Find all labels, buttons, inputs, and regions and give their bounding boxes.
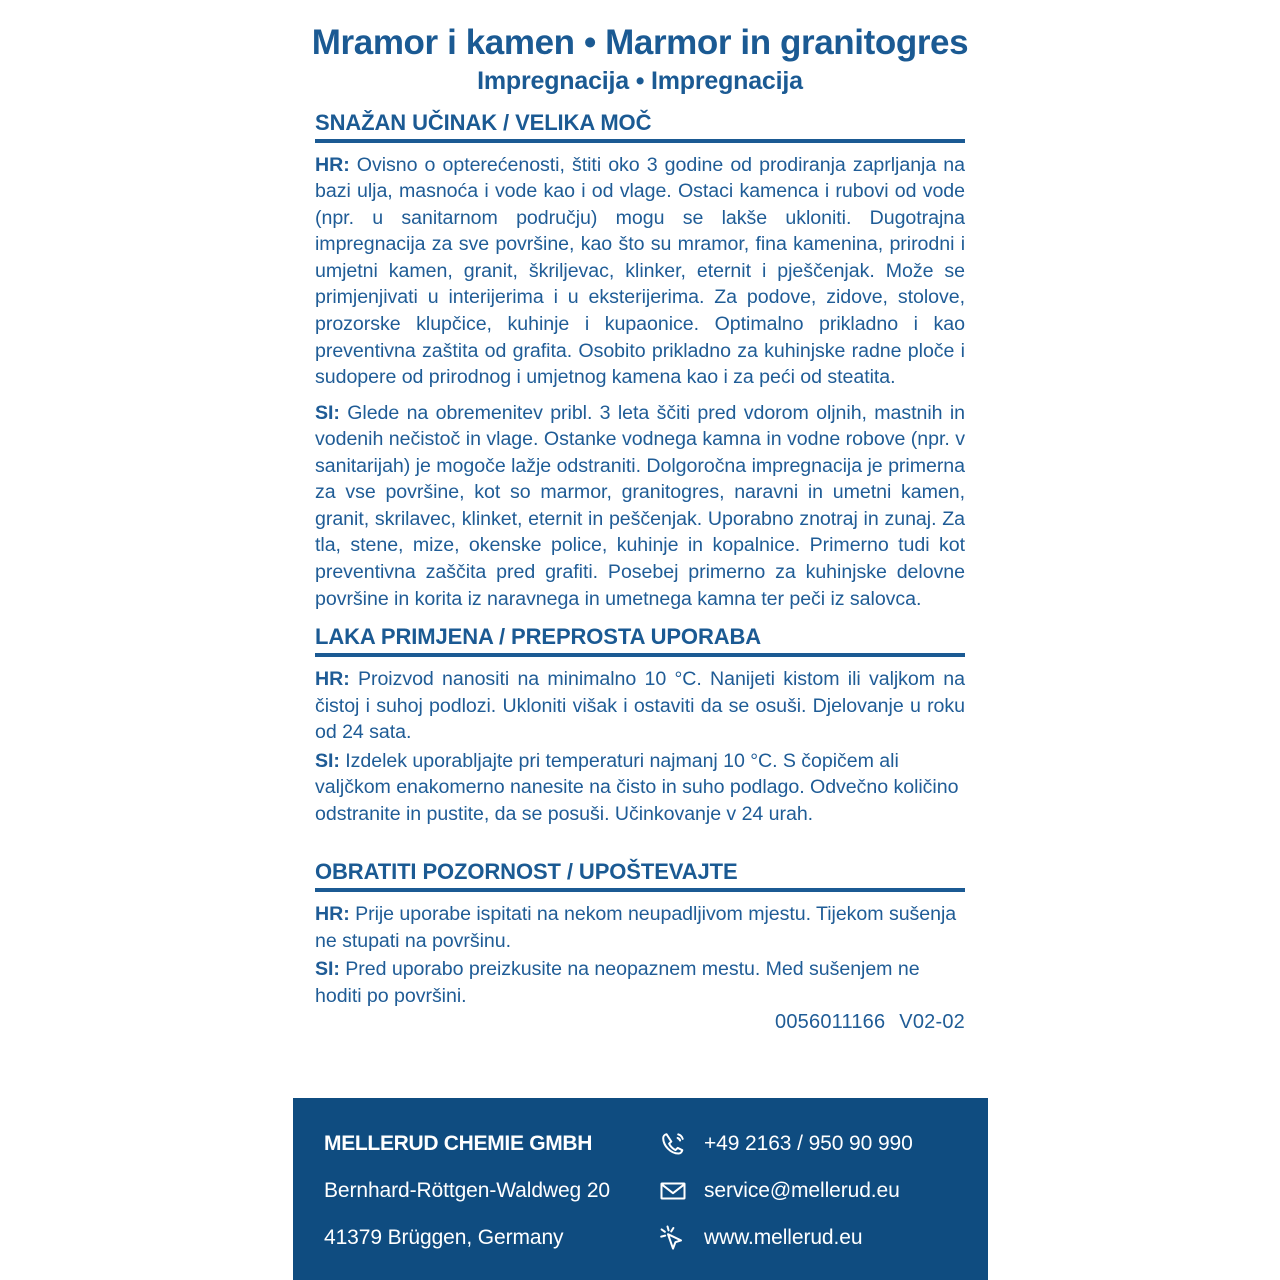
lang-label-hr: HR: (315, 903, 350, 926)
section-spacer (315, 827, 965, 859)
website-url: www.mellerud.eu (704, 1225, 863, 1249)
lang-label-si: SI: (315, 749, 340, 772)
contact-website-row[interactable] (658, 1214, 988, 1261)
article-number-value: 0056011166 (775, 1011, 886, 1034)
envelope-icon (658, 1176, 704, 1206)
paragraph-text: Izdelek uporabljajte pri temperaturi najmanj 10 °C. S čopičem ali valjčkom enakomerno nanesite na čisto in suho podlago. Odvečno količino odstranite in pustite, da se posuši. Učinkovanje v 24 urah. (315, 749, 959, 825)
paragraph-text: Prije uporabe ispitati na nekom neupadljivom mjestu. Tijekom sušenja ne stupati na površinu. (315, 903, 957, 952)
footer-contact-column (658, 1120, 988, 1280)
footer-contact-box (293, 1098, 988, 1280)
phone-number: +49 2163 / 950 90 990 (704, 1131, 913, 1155)
paragraph-text: Proizvod nanositi na minimalno 10 °C. Nanijeti kistom ili valjkom na čistoj i suhoj podlozi. Ukloniti višak i ostaviti da se osuši. Djelovanje u roku od 24 sata. (315, 668, 965, 744)
article-number (315, 1011, 965, 1034)
paragraph-hr (315, 666, 965, 746)
phone-icon (658, 1129, 704, 1159)
paragraph-hr (315, 901, 965, 954)
article-version: V02-02 (899, 1011, 965, 1034)
page-title: Mramor i kamen • Marmor in granitogres (311, 23, 969, 62)
section-heading: LAKA PRIMJENA / PREPROSTA UPORABA (315, 624, 965, 657)
lang-label-si: SI: (315, 958, 340, 981)
footer-address-column (293, 1120, 658, 1280)
paragraph-hr (315, 152, 965, 391)
paragraph-text: Pred uporabo preizkusite na neopaznem mestu. Med sušenjem ne hoditi po površini. (315, 958, 920, 1007)
paragraph-si (315, 748, 965, 828)
lang-label-si: SI: (315, 401, 340, 424)
section-heading: SNAŽAN UČINAK / VELIKA MOČ (315, 110, 965, 143)
section-snazan-ucinak (315, 110, 965, 612)
section-spacer (315, 612, 965, 624)
lang-label-hr: HR: (315, 153, 350, 176)
company-name: MELLERUD CHEMIE GMBH (324, 1131, 593, 1155)
paragraph-text: Ovisno o opterećenosti, štiti oko 3 godine od prodiranja zaprljanja na bazi ulja, masnoća i vode kao i od vlage. Ostaci kamenca i rubovi od vode (npr. u sanitarnom području) mogu se lakše ukloniti. Dugotrajna impregnacija za sve površine, kao što su mramor, fina kamenina, prirodni i umjetni kamen, granit, škriljevac, klinker, eternit i pješčenjak. Može se primjenjivati u interijerima i u eksterijerima. Za podove, zidove, stolove, prozorske klupčice, kuhinje i kupaonice. Optimalno prikladno i kao preventivna zaštita od grafita. Osobito prikladno za kuhinjske radne ploče i sudopere od prirodnog i umjetnog kamena kao i za peći od steatita. (315, 153, 965, 389)
section-heading: OBRATITI POZORNOST / UPOŠTEVAJTE (315, 859, 965, 892)
content-column (315, 96, 965, 1035)
company-street: Bernhard-Röttgen-Waldweg 20 (324, 1178, 611, 1202)
title-block (0, 0, 1280, 96)
paragraph-text: Glede na obremenitev pribl. 3 leta ščiti pred vdorom oljnih, mastnih in vodenih nečistoč in vlage. Ostanke vodnega kamna in vodne robove (npr. v sanitarijah) je mogoče lažje odstraniti. Dolgoročna impregnacija je primerna za vse površine, kot so marmor, granitogres, naravni in umetni kamen, granit, skrilavec, klinket, eternit in peščenjak. Uporabno znotraj in zunaj. Za tla, stene, mize, okenske police, kuhinje in kopalnice. Primerno tudi kot preventivna zaščita pred grafiti. Posebej primerno za kuhinjske delovne površine in korita iz naravnega in umetnega kamna ter peči iz salovca. (315, 401, 965, 610)
email-address: service@mellerud.eu (704, 1178, 900, 1202)
page-subtitle: Impregnacija • Impregnacija (477, 66, 803, 95)
section-laka-primjena (315, 624, 965, 827)
paragraph-si (315, 400, 965, 612)
cursor-click-icon (658, 1223, 704, 1253)
contact-email-row[interactable] (658, 1167, 988, 1214)
company-city: 41379 Brüggen, Germany (324, 1225, 564, 1249)
paragraph-si (315, 956, 965, 1009)
lang-label-hr: HR: (315, 668, 350, 690)
section-obratiti-pozornost (315, 859, 965, 1009)
contact-phone-row[interactable] (658, 1120, 988, 1167)
